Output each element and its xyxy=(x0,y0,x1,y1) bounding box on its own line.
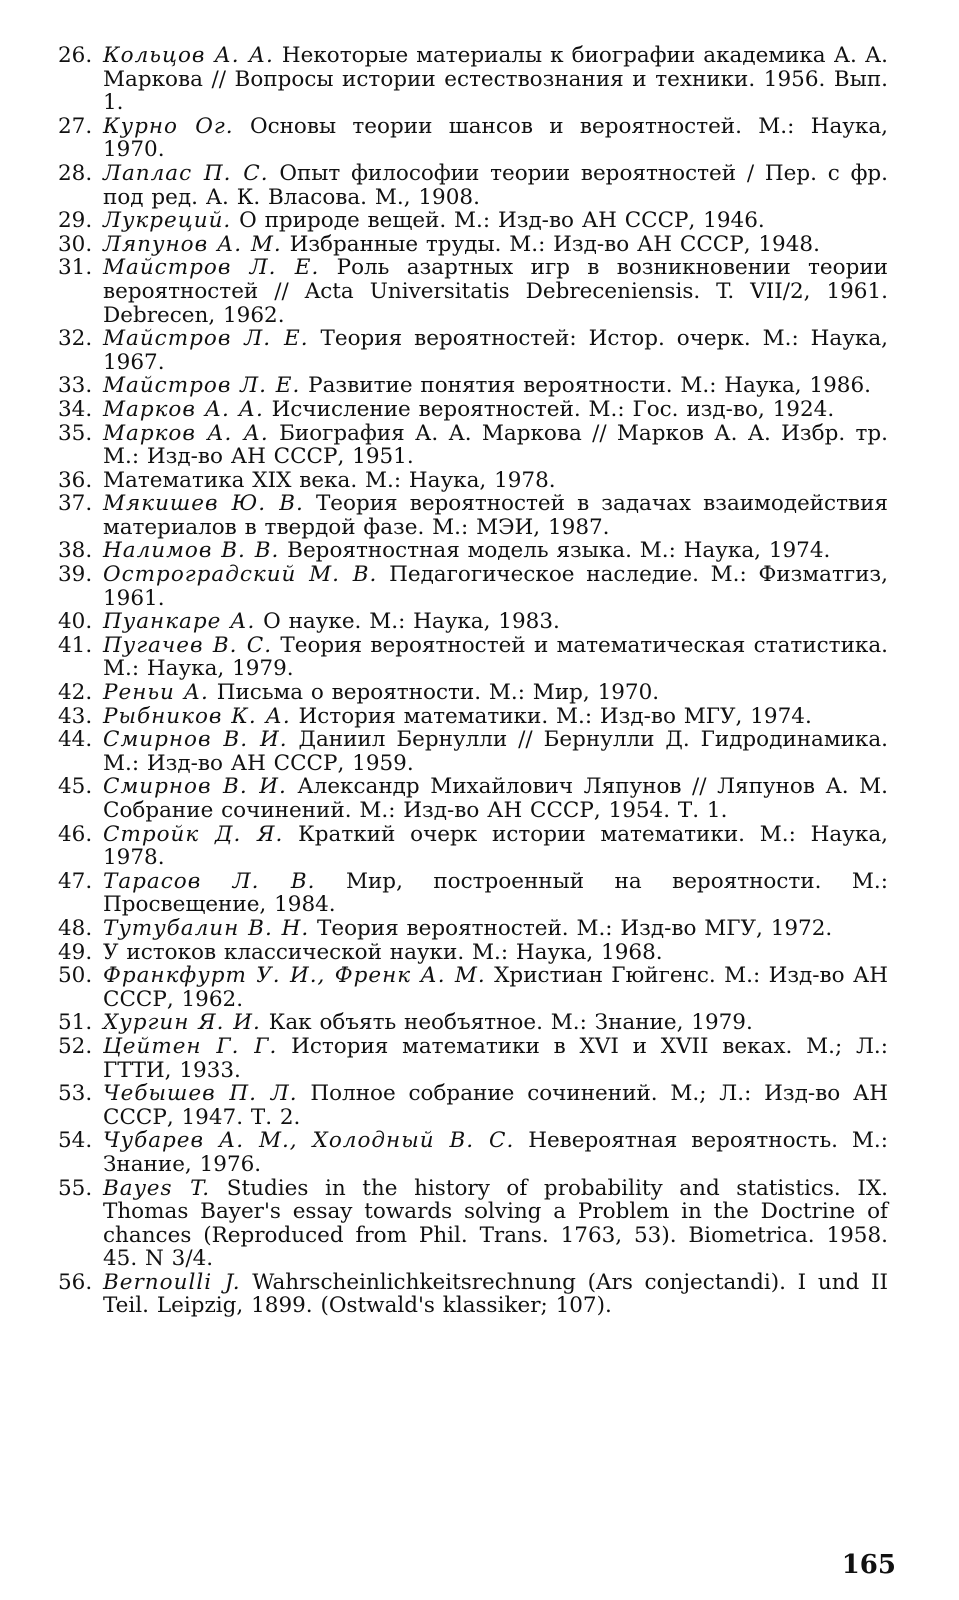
entry-number: 37. xyxy=(58,491,93,517)
bibliography-entry xyxy=(58,728,888,775)
entry-body xyxy=(103,492,888,539)
entry-body xyxy=(103,1035,888,1082)
entry-body xyxy=(103,610,888,634)
entry-title: Studies in the history of probability and statistics. IX. Thomas Bayer's essay towards solving a Problem in the Doctrine of chances (Reproduced from Phil. Trans. 1763, 53). Biometrica. 1958. 45. N 3/4. xyxy=(103,1175,888,1272)
entry-number: 27. xyxy=(58,113,93,139)
bibliography-entry xyxy=(58,374,888,398)
entry-number: 35. xyxy=(58,420,93,446)
entry-author: Bayes T. xyxy=(103,1175,211,1201)
entry-title: Основы теории шансов и вероятностей. М.: Наука, 1970. xyxy=(103,113,889,163)
entry-number: 36. xyxy=(58,467,93,493)
entry-number: 48. xyxy=(58,915,93,941)
entry-number: 34. xyxy=(58,396,93,422)
entry-number: 41. xyxy=(58,632,93,658)
entry-body xyxy=(103,539,888,563)
entry-title: Роль азартных игр в возникновении теории вероятностей // Acta Universitatis Debreceniensis. T. VII/2, 1961. Debrecen, 1962. xyxy=(103,255,888,328)
entry-body xyxy=(103,964,888,1011)
entry-title: Теория вероятностей в задачах взаимодействия материалов в твердой фазе. М.: МЭИ, 1987. xyxy=(103,491,888,540)
entry-body xyxy=(103,563,888,610)
entry-author: Пугачев В. С. xyxy=(103,632,273,658)
entry-number: 49. xyxy=(58,939,93,965)
entry-body xyxy=(103,162,888,209)
entry-author: Цейтен Г. Г. xyxy=(103,1033,278,1059)
entry-author: Марков А. А. xyxy=(103,420,269,446)
entry-title: Александр Михайлович Ляпунов // Ляпунов А. М. Собрание сочинений. М.: Изд-во АН СССР, 1954. Т. 1. xyxy=(103,774,888,823)
entry-number: 51. xyxy=(58,1010,93,1036)
entry-number: 29. xyxy=(58,208,93,234)
bibliography-entry xyxy=(58,162,888,209)
entry-author: Кольцов А. А. xyxy=(103,43,274,68)
entry-author: Стройк Д. Я. xyxy=(103,821,284,847)
bibliography-entry xyxy=(58,209,888,233)
entry-author: Майстров Л. Е. xyxy=(103,255,320,281)
entry-author: Лаплас П. С. xyxy=(103,160,269,186)
entry-body xyxy=(103,374,888,398)
bibliography-entry xyxy=(58,917,888,941)
entry-number: 38. xyxy=(58,538,93,564)
entry-title: Теория вероятностей: Истор. очерк. М.: Наука, 1967. xyxy=(103,326,888,375)
entry-author: Чебышев П. Л. xyxy=(103,1081,298,1107)
entry-body xyxy=(103,705,888,729)
entry-author: Налимов В. В. xyxy=(103,538,280,564)
entry-title: Краткий очерк истории математики. М.: Наука, 1978. xyxy=(103,821,888,871)
bibliography-entry xyxy=(58,563,888,610)
entry-title: Теория вероятностей и математическая статистика. М.: Наука, 1979. xyxy=(103,632,888,682)
entry-title: О природе вещей. М.: Изд-во АН СССР, 1946. xyxy=(231,208,765,234)
entry-body xyxy=(103,634,888,681)
entry-body xyxy=(103,327,888,374)
bibliography-entry xyxy=(58,634,888,681)
entry-author: Bernoulli J. xyxy=(103,1269,241,1295)
bibliography-entry xyxy=(58,1082,888,1129)
entry-number: 55. xyxy=(58,1175,93,1201)
entry-number: 46. xyxy=(58,821,93,847)
entry-body xyxy=(103,233,888,257)
entry-author: Остроградский М. В. xyxy=(103,562,378,588)
bibliography-entry xyxy=(58,256,888,327)
bibliography-entry xyxy=(58,327,888,374)
entry-title: Педагогическое наследие. М.: Физматгиз, 1961. xyxy=(103,562,888,611)
bibliography-entry xyxy=(58,1011,888,1035)
entry-body xyxy=(103,823,888,870)
entry-title: Теория вероятностей. М.: Изд-во МГУ, 1972. xyxy=(309,915,833,941)
entry-number: 31. xyxy=(58,255,93,281)
bibliography-entry xyxy=(58,398,888,422)
entry-author: Смирнов В. И. xyxy=(103,727,288,753)
entry-author: Майстров Л. Е. xyxy=(103,326,309,352)
entry-title: У истоков классической науки. М.: Наука, 1968. xyxy=(103,939,663,965)
page-number: 165 xyxy=(841,1550,896,1580)
entry-title: Даниил Бернулли // Бернулли Д. Гидродинамика. М.: Изд-во АН СССР, 1959. xyxy=(103,727,888,776)
entry-title: История математики. М.: Изд-во МГУ, 1974. xyxy=(290,703,812,729)
entry-body xyxy=(103,115,888,162)
bibliography-entry xyxy=(58,539,888,563)
entry-body xyxy=(103,1129,888,1176)
bibliography-entry xyxy=(58,1177,888,1271)
entry-author: Лукреций. xyxy=(103,208,232,234)
entry-title: Wahrscheinlichkeitsrechnung (Ars conjectandi). I und II Teil. Leipzig, 1899. (Ostwald's klassiker; 107). xyxy=(103,1269,889,1319)
bibliography-entry xyxy=(58,964,888,1011)
bibliography-entry xyxy=(58,610,888,634)
entry-number: 40. xyxy=(58,609,93,635)
entry-number: 52. xyxy=(58,1033,93,1059)
bibliography-entry xyxy=(58,469,888,493)
entry-author: Франкфурт У. И., Френк А. М. xyxy=(103,963,486,989)
entry-body xyxy=(103,469,888,493)
entry-author: Тутубалин В. Н. xyxy=(103,915,310,941)
entry-title: Некоторые материалы к биографии академика А. А. Маркова // Вопросы истории естествознания и техники. 1956. Вып. 1. xyxy=(103,43,888,116)
entry-body xyxy=(103,1271,888,1318)
entry-title: Мир, построенный на вероятности. М.: Просвещение, 1984. xyxy=(103,868,888,918)
entry-title: Как объять необъятное. М.: Знание, 1979. xyxy=(260,1010,753,1036)
entry-number: 42. xyxy=(58,680,93,706)
bibliography-entry xyxy=(58,870,888,917)
entry-body xyxy=(103,681,888,705)
bibliography-entry xyxy=(58,233,888,257)
entry-author: Чубарев А. М., Холодный В. С. xyxy=(103,1128,515,1154)
entry-body xyxy=(103,422,888,469)
bibliography-entry xyxy=(58,492,888,539)
entry-title: Невероятная вероятность. М.: Знание, 1976. xyxy=(103,1128,889,1177)
entry-body xyxy=(103,1082,888,1129)
entry-author: Рыбников К. А. xyxy=(103,703,291,729)
entry-body xyxy=(103,398,888,422)
entry-number: 45. xyxy=(58,774,93,800)
entry-number: 30. xyxy=(58,231,93,257)
entry-body xyxy=(103,256,888,327)
bibliography-list xyxy=(58,44,888,1318)
entry-title: О науке. М.: Наука, 1983. xyxy=(255,609,560,635)
entry-number: 56. xyxy=(58,1269,93,1295)
bibliography-entry xyxy=(58,1035,888,1082)
entry-author: Ляпунов А. М. xyxy=(103,231,282,257)
entry-title: Христиан Гюйгенс. М.: Изд-во АН СССР, 1962. xyxy=(103,963,888,1012)
entry-number: 53. xyxy=(58,1081,93,1107)
bibliography-entry xyxy=(58,422,888,469)
entry-title: Избранные труды. М.: Изд-во АН СССР, 1948. xyxy=(281,231,820,257)
entry-title: История математики в XVI и XVII веках. М.; Л.: ГТТИ, 1933. xyxy=(103,1033,889,1083)
entry-number: 43. xyxy=(58,703,93,729)
entry-body xyxy=(103,209,888,233)
entry-title: Математика XIX века. М.: Наука, 1978. xyxy=(103,467,556,493)
entry-number: 32. xyxy=(58,326,93,352)
entry-number: 50. xyxy=(58,963,93,989)
entry-author: Реньи А. xyxy=(103,680,209,706)
entry-body xyxy=(103,941,888,965)
entry-body xyxy=(103,775,888,822)
entry-number: 47. xyxy=(58,868,93,894)
entry-body xyxy=(103,728,888,775)
entry-body xyxy=(103,917,888,941)
entry-author: Пуанкаре А. xyxy=(103,609,256,635)
entry-number: 26. xyxy=(58,43,93,68)
bibliography-entry xyxy=(58,775,888,822)
entry-title: Биография А. А. Маркова // Марков А. А. Избр. тр. М.: Изд-во АН СССР, 1951. xyxy=(103,420,888,470)
entry-number: 39. xyxy=(58,562,93,588)
entry-title: Опыт философии теории вероятностей / Пер. с фр. под ред. А. К. Власова. М., 1908. xyxy=(103,160,888,210)
entry-body xyxy=(103,1011,888,1035)
bibliography-entry xyxy=(58,1129,888,1176)
entry-number: 44. xyxy=(58,727,93,753)
bibliography-entry xyxy=(58,115,888,162)
bibliography-entry xyxy=(58,823,888,870)
entry-body xyxy=(103,44,888,115)
bibliography-entry xyxy=(58,941,888,965)
entry-author: Хургин Я. И. xyxy=(103,1010,261,1036)
entry-author: Марков А. А. xyxy=(103,396,264,422)
entry-author: Мякишев Ю. В. xyxy=(103,491,304,517)
entry-author: Тарасов Л. В. xyxy=(103,868,316,894)
entry-body xyxy=(103,1177,888,1271)
entry-number: 28. xyxy=(58,160,93,186)
entry-number: 33. xyxy=(58,373,93,399)
entry-author: Смирнов В. И. xyxy=(103,774,287,800)
entry-number: 54. xyxy=(58,1128,93,1154)
entry-body xyxy=(103,870,888,917)
entry-title: Исчисление вероятностей. М.: Гос. изд-во, 1924. xyxy=(263,396,835,422)
bibliography-entry xyxy=(58,681,888,705)
bibliography-entry xyxy=(58,705,888,729)
entry-title: Полное собрание сочинений. М.; Л.: Изд-во АН СССР, 1947. Т. 2. xyxy=(103,1081,888,1130)
entry-author: Майстров Л. Е. xyxy=(103,373,301,399)
entry-author: Курно Ог. xyxy=(103,113,234,139)
entry-title: Развитие понятия вероятности. М.: Наука, 1986. xyxy=(300,373,871,399)
entry-title: Письма о вероятности. М.: Мир, 1970. xyxy=(208,680,660,706)
bibliography-entry xyxy=(58,1271,888,1318)
entry-title: Вероятностная модель языка. М.: Наука, 1974. xyxy=(279,538,831,564)
bibliography-entry xyxy=(58,44,888,115)
